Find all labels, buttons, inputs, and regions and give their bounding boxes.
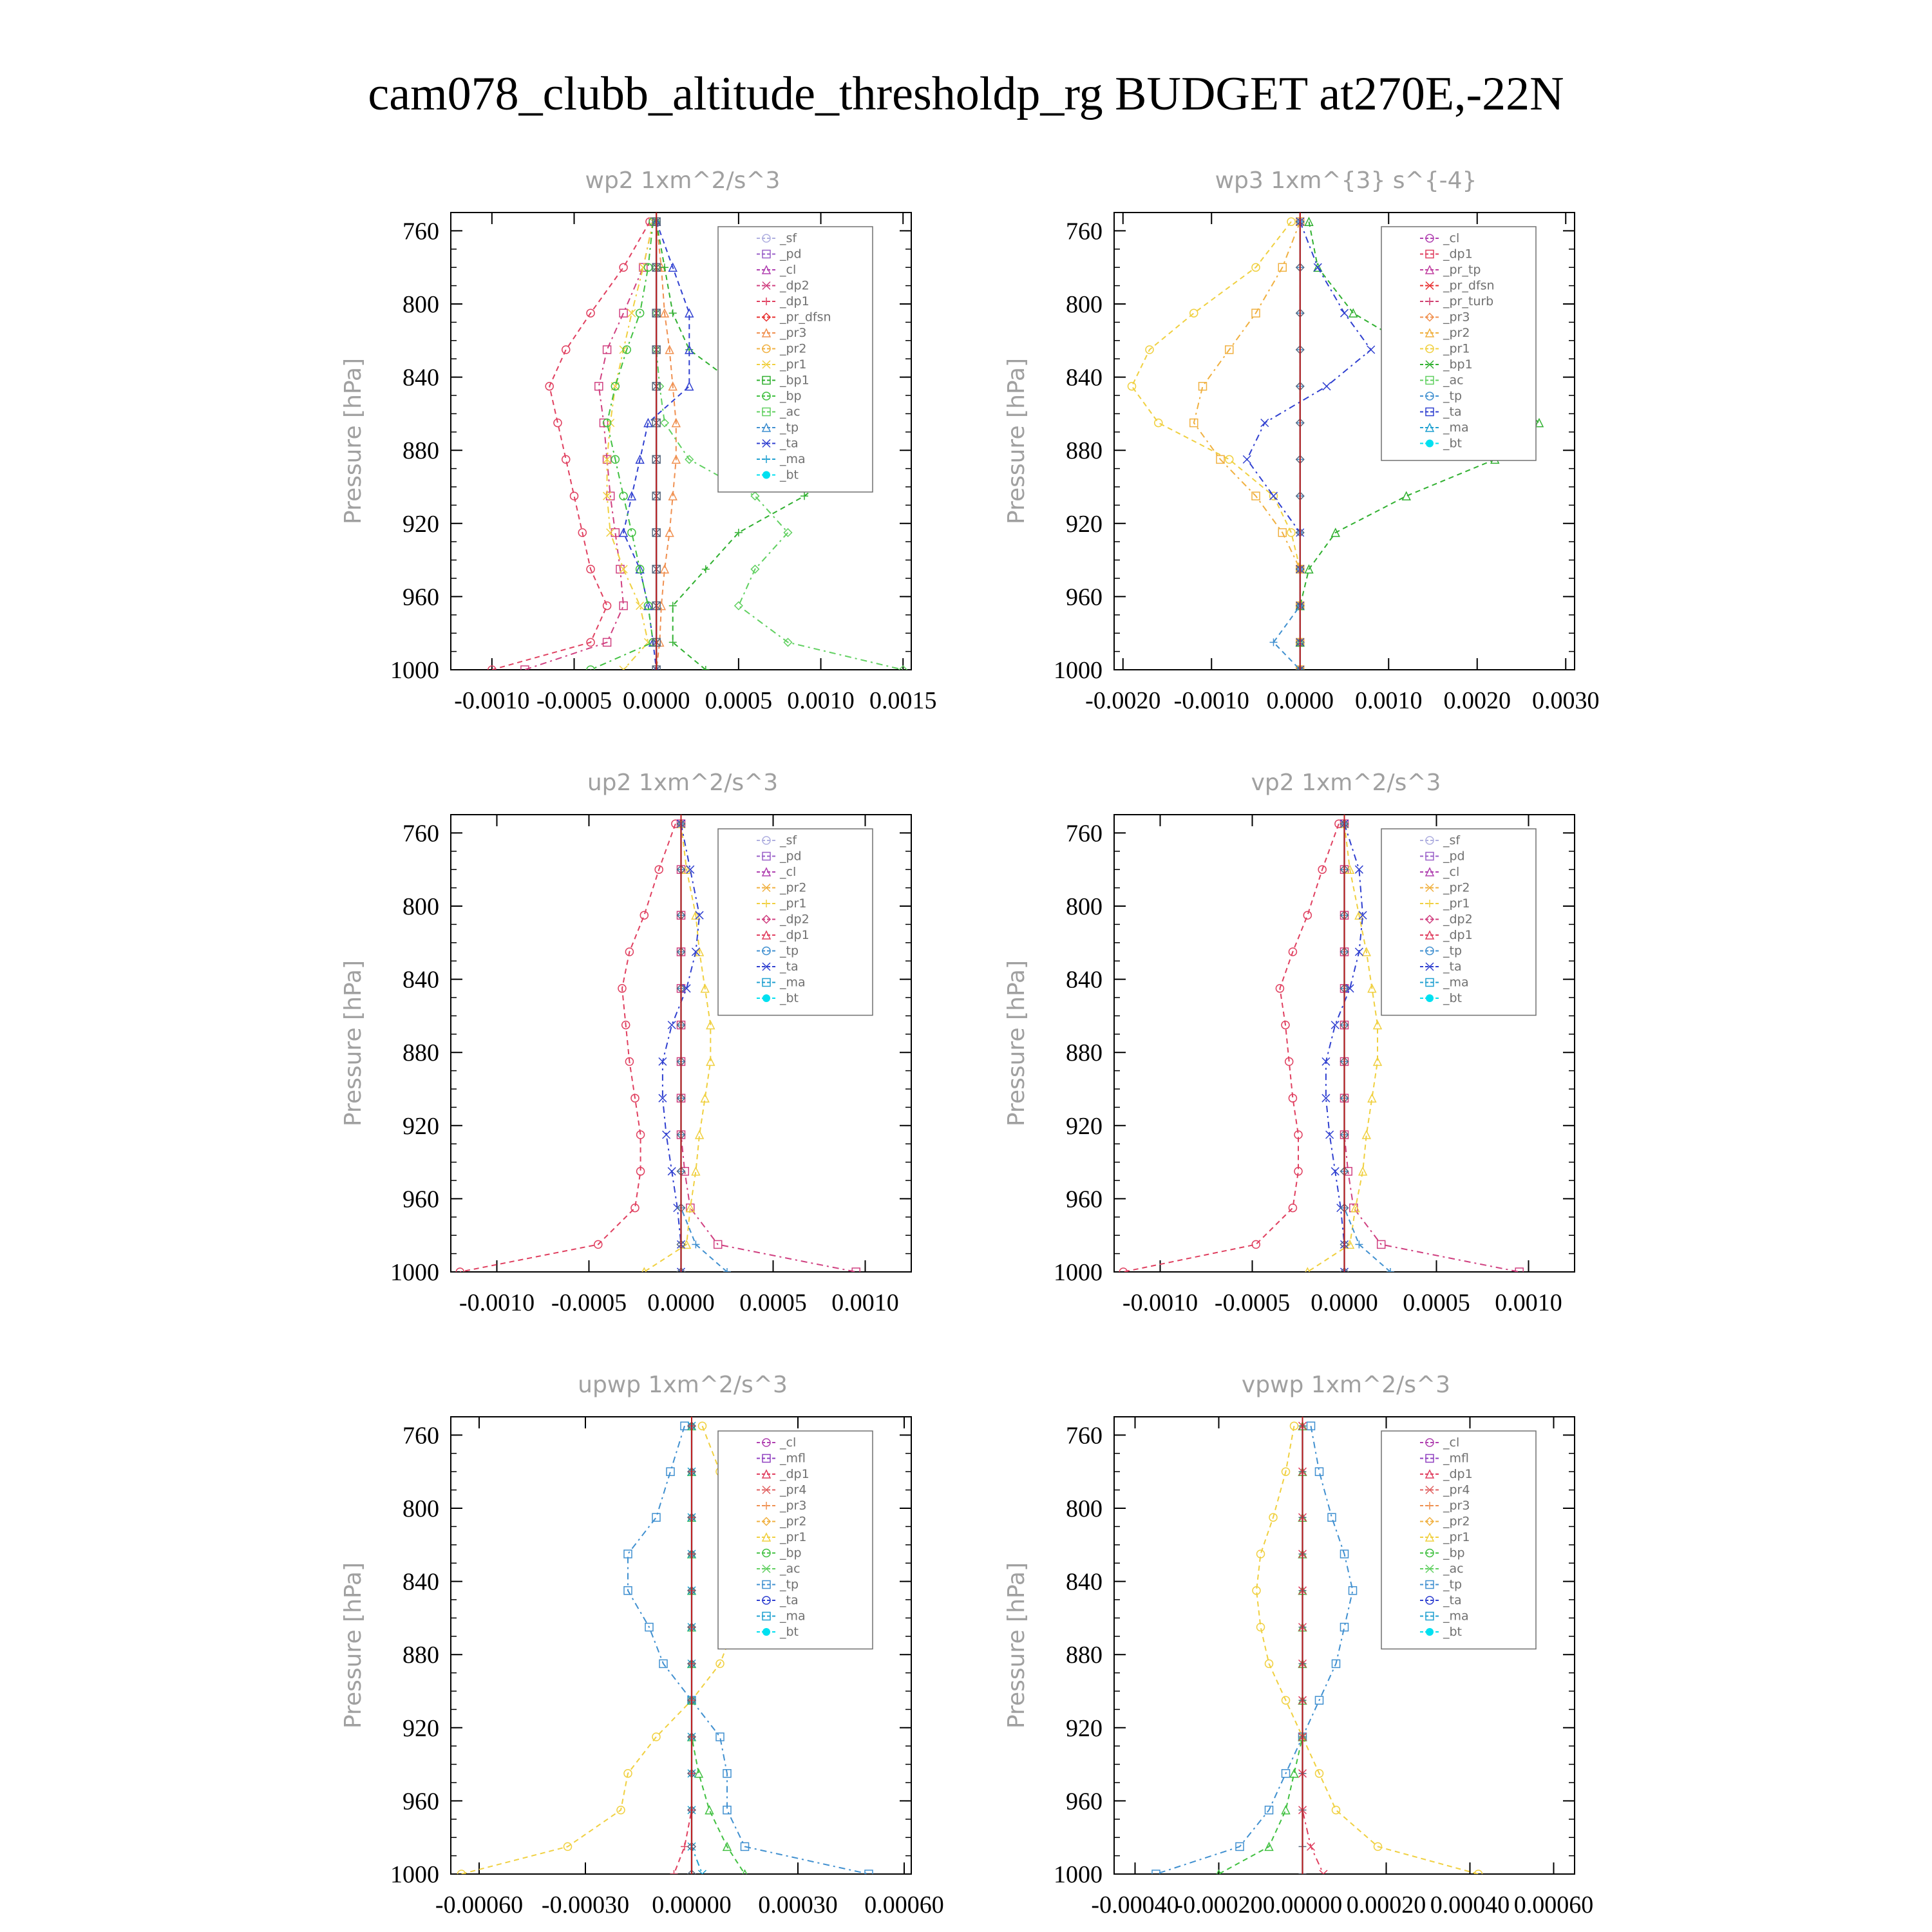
x-tick-label: -0.0005 [1214, 1289, 1291, 1316]
data-point [640, 911, 648, 919]
x-tick-label: -0.0010 [1122, 1289, 1198, 1316]
data-point [670, 1870, 678, 1878]
x-tick-label: 0.00000 [652, 1891, 732, 1918]
legend-label: _pr_dfsn [1443, 278, 1495, 293]
legend-label: _bp [780, 389, 802, 403]
legend-label: _pr3 [1443, 310, 1470, 325]
legend-label: _cl [1443, 865, 1460, 879]
panel-1 [340, 167, 936, 714]
data-point [1243, 455, 1251, 463]
y-tick-label: 800 [1066, 291, 1103, 318]
series-line [1307, 824, 1378, 1272]
legend [718, 227, 873, 492]
series-line [1219, 1426, 1303, 1874]
legend-label: _dp1 [780, 294, 810, 308]
y-tick-label: 960 [1066, 583, 1103, 611]
legend-label: _ta [1443, 404, 1462, 419]
legend-label: _bt [1443, 436, 1463, 451]
y-tick-label: 800 [402, 893, 439, 920]
y-tick-label: 880 [1066, 1039, 1103, 1067]
series_dp1 [488, 218, 654, 674]
legend-label: _bp1 [780, 373, 810, 388]
legend-label: _pr2 [1443, 1514, 1470, 1529]
legend-label: _dp1 [780, 1467, 810, 1481]
legend-label: _dp2 [1443, 912, 1473, 927]
legend-label: _ac [780, 404, 800, 419]
legend-label: _tp [1443, 943, 1463, 958]
legend-label: _pr1 [1443, 896, 1470, 911]
y-tick-label: 840 [402, 364, 439, 392]
legend-label: _dp1 [780, 928, 810, 942]
legend-label: _ma [1443, 1609, 1469, 1624]
x-tick-label: -0.0020 [1085, 687, 1161, 714]
x-tick-label: -0.0010 [1173, 687, 1249, 714]
panel-5 [340, 1372, 944, 1918]
x-tick-label: 0.0000 [622, 687, 690, 714]
y-tick-label: 800 [1066, 893, 1103, 920]
legend-label: _pr4 [1443, 1482, 1470, 1497]
legend-label: _dp2 [780, 912, 810, 927]
legend-label: _bp [1443, 1546, 1465, 1560]
legend-label: _cl [780, 865, 797, 879]
y-tick-label: 880 [1066, 1642, 1103, 1669]
legend-label: _ac [1443, 373, 1464, 388]
y-tick-label: 760 [402, 820, 439, 848]
legend-label: _tp [780, 421, 799, 435]
y-tick-label: 920 [402, 510, 439, 538]
x-tick-label: 0.0000 [647, 1289, 715, 1316]
x-tick-label: 0.0005 [705, 687, 773, 714]
legend-marker [762, 994, 770, 1002]
series_ma [688, 1422, 706, 1878]
series-line [1123, 824, 1339, 1272]
panel-title: up2 1xm^2/s^3 [587, 770, 779, 796]
series_pr1 [458, 1422, 760, 1878]
legend-label: _dp2 [780, 278, 810, 293]
data-point [1367, 346, 1375, 354]
x-tick-label: -0.0005 [536, 687, 612, 714]
data-point [1303, 911, 1311, 919]
data-point [652, 1733, 660, 1741]
data-point [1332, 1806, 1340, 1814]
legend-label: _bt [780, 991, 799, 1005]
legend [718, 829, 873, 1016]
data-point [1128, 383, 1136, 390]
data-point [706, 1806, 714, 1814]
data-point [663, 1131, 670, 1139]
x-tick-label: 0.0030 [1532, 687, 1600, 714]
series-line [492, 222, 650, 670]
legend-label: _ma [1443, 975, 1469, 990]
legend-label: _ma [780, 975, 806, 990]
panel-grid [340, 167, 1600, 1918]
legend-label: _pr1 [1443, 341, 1470, 356]
legend-label: _tp [780, 943, 799, 958]
y-tick-label: 760 [402, 1422, 439, 1450]
y-tick-label: 920 [402, 1714, 439, 1742]
data-point [1341, 309, 1349, 317]
legend-label: _sf [780, 833, 797, 848]
legend-label: _pd [780, 247, 802, 261]
x-tick-label: 0.0010 [1495, 1289, 1562, 1316]
y-axis-label: Pressure [hPa] [340, 357, 366, 525]
legend-label: _pr3 [780, 326, 807, 340]
y-tick-label: 760 [1066, 218, 1103, 245]
legend-label: _cl [1443, 231, 1460, 245]
series_bp [1215, 1422, 1307, 1878]
data-point [1328, 1513, 1336, 1521]
data-point [702, 565, 710, 573]
y-tick-label: 840 [1066, 966, 1103, 994]
x-tick-label: 0.00030 [758, 1891, 838, 1918]
legend-marker [1426, 440, 1434, 448]
legend-label: _tp [1443, 389, 1463, 403]
x-tick-label: 0.0000 [1266, 687, 1334, 714]
series-line [692, 1426, 703, 1874]
y-axis-label: Pressure [hPa] [1003, 1562, 1030, 1729]
legend [1381, 227, 1536, 460]
y-tick-label: 1000 [390, 657, 439, 684]
series-line [1247, 222, 1371, 670]
y-tick-label: 760 [402, 218, 439, 245]
legend-label: _pr4 [780, 1482, 807, 1497]
x-tick-label: -0.00030 [541, 1891, 630, 1918]
y-tick-label: 840 [402, 1568, 439, 1596]
legend-label: _ta [1443, 1593, 1462, 1607]
panel-4 [1003, 770, 1575, 1316]
y-tick-label: 960 [402, 1788, 439, 1815]
series_pr2 [1190, 218, 1304, 674]
data-point [624, 1550, 632, 1558]
y-tick-label: 880 [402, 1642, 439, 1669]
data-point [1252, 1240, 1260, 1248]
y-tick-label: 960 [402, 1186, 439, 1213]
y-tick-label: 880 [402, 437, 439, 465]
series-line [462, 1426, 756, 1874]
y-tick-label: 920 [402, 1112, 439, 1140]
legend-label: _ma [780, 452, 806, 466]
legend-label: _tp [780, 1577, 799, 1592]
series_pr1 [1128, 218, 1304, 674]
legend-label: _bt [1443, 1625, 1463, 1639]
data-point [1289, 1204, 1296, 1212]
legend-label: _pr1 [780, 896, 807, 911]
legend-marker [1426, 1628, 1434, 1636]
legend-label: _pr_tp [1443, 263, 1481, 277]
legend-label: _pr2 [780, 880, 807, 895]
x-tick-label: -0.0005 [551, 1289, 627, 1316]
data-point [620, 309, 627, 317]
x-tick-label: -0.0010 [459, 1289, 535, 1316]
legend-label: _mfl [1443, 1451, 1469, 1466]
legend-label: _pd [780, 849, 802, 864]
series_dp2 [521, 218, 657, 674]
y-axis-label: Pressure [hPa] [340, 960, 366, 1127]
data-point [1314, 263, 1321, 271]
data-point [1190, 309, 1198, 317]
legend-label: _pr1 [780, 357, 807, 372]
y-tick-label: 880 [402, 1039, 439, 1067]
data-point [607, 529, 614, 536]
x-tick-label: 0.00020 [1346, 1891, 1426, 1918]
x-tick-label: 0.0015 [869, 687, 937, 714]
legend-marker [1426, 994, 1434, 1002]
legend-label: _ta [780, 436, 799, 451]
data-point [1155, 419, 1162, 427]
legend-label: _pr_turb [1443, 294, 1494, 308]
y-tick-label: 920 [1066, 510, 1103, 538]
data-point [1270, 492, 1278, 500]
legend-label: _dp1 [1443, 247, 1473, 261]
y-tick-label: 840 [1066, 364, 1103, 392]
y-tick-label: 1000 [390, 1861, 439, 1888]
x-tick-label: -0.00060 [435, 1891, 524, 1918]
legend-label: _ta [780, 1593, 799, 1607]
x-tick-label: -0.00020 [1175, 1891, 1263, 1918]
legend-label: _pr_dfsn [780, 310, 831, 325]
legend-label: _pr2 [1443, 326, 1470, 340]
legend-label: _pr1 [1443, 1530, 1470, 1544]
y-tick-label: 1000 [1054, 1259, 1103, 1286]
panel-title: wp2 1xm^2/s^3 [585, 167, 781, 194]
legend-label: _ac [780, 1562, 800, 1576]
data-point [1261, 419, 1269, 427]
legend-label: _cl [780, 263, 797, 277]
series_dp1 [1119, 820, 1343, 1276]
y-tick-label: 1000 [1054, 1861, 1103, 1888]
legend-label: _pr3 [1443, 1499, 1470, 1513]
y-tick-label: 960 [1066, 1788, 1103, 1815]
x-tick-label: 0.00040 [1430, 1891, 1510, 1918]
data-point [1331, 1021, 1339, 1029]
legend-label: _pr2 [780, 341, 807, 356]
legend-label: _pr2 [1443, 880, 1470, 895]
series_pr1 [1303, 820, 1381, 1276]
series-line [525, 222, 653, 670]
y-tick-label: 800 [402, 1495, 439, 1522]
data-point [603, 602, 611, 610]
legend-label: _ma [780, 1609, 806, 1624]
y-tick-label: 1000 [1054, 657, 1103, 684]
data-point [562, 346, 570, 354]
x-tick-label: 0.0020 [1443, 687, 1511, 714]
series_tp [1152, 1422, 1357, 1878]
panel-6 [1003, 1372, 1593, 1918]
data-point [1322, 1057, 1330, 1065]
legend-label: _mfl [780, 1451, 806, 1466]
legend-label: _sf [1443, 833, 1461, 848]
y-tick-label: 960 [402, 583, 439, 611]
legend-label: _dp1 [1443, 928, 1473, 942]
y-tick-label: 800 [1066, 1495, 1103, 1522]
x-tick-label: 0.0010 [831, 1289, 899, 1316]
legend-label: _ta [1443, 960, 1462, 974]
legend [1381, 1431, 1536, 1649]
y-axis-label: Pressure [hPa] [1003, 357, 1030, 525]
y-axis-label: Pressure [hPa] [340, 1562, 366, 1729]
x-tick-label: 0.00000 [1262, 1891, 1343, 1918]
legend-marker [762, 1628, 770, 1636]
legend-label: _bp1 [1443, 357, 1473, 372]
x-tick-label: 0.0005 [739, 1289, 807, 1316]
y-tick-label: 1000 [390, 1259, 439, 1286]
legend-label: _ac [1443, 1562, 1464, 1576]
panel-title: vp2 1xm^2/s^3 [1251, 770, 1441, 796]
y-tick-label: 760 [1066, 820, 1103, 848]
x-tick-label: 0.00060 [864, 1891, 944, 1918]
legend-label: _sf [780, 231, 797, 245]
legend [1381, 829, 1536, 1016]
figure-title: cam078_clubb_altitude_thresholdp_rg BUDGET at270E,-22N [368, 68, 1564, 120]
y-tick-label: 920 [1066, 1112, 1103, 1140]
legend-label: _ma [1443, 421, 1469, 435]
series-line [1132, 222, 1300, 670]
data-point [735, 602, 743, 610]
series_dp1 [456, 820, 679, 1276]
series_ta [1243, 218, 1375, 674]
legend-label: _pd [1443, 849, 1465, 864]
legend-label: _ta [780, 960, 799, 974]
y-tick-label: 920 [1066, 1714, 1103, 1742]
panel-2 [1003, 167, 1600, 714]
panel-title: vpwp 1xm^2/s^3 [1241, 1372, 1451, 1398]
x-tick-label: 0.00060 [1513, 1891, 1594, 1918]
series-line [1194, 222, 1300, 670]
legend-label: _tp [1443, 1577, 1463, 1592]
legend-label: _bt [1443, 991, 1463, 1005]
legend-marker [762, 471, 770, 479]
y-axis-label: Pressure [hPa] [1003, 960, 1030, 1127]
legend-label: _pr1 [780, 1530, 807, 1544]
x-tick-label: -0.00040 [1091, 1891, 1179, 1918]
legend-label: _cl [1443, 1435, 1460, 1450]
x-tick-label: 0.0005 [1403, 1289, 1470, 1316]
x-tick-label: 0.0000 [1311, 1289, 1378, 1316]
legend-label: _bp [780, 1546, 802, 1560]
data-point [620, 263, 627, 271]
legend-label: _cl [780, 1435, 797, 1450]
data-point [669, 309, 677, 317]
y-tick-label: 840 [1066, 1568, 1103, 1596]
legend-label: _pr3 [780, 1499, 807, 1513]
y-tick-label: 960 [1066, 1186, 1103, 1213]
legend [718, 1431, 873, 1649]
data-point [1355, 948, 1363, 956]
data-point [1226, 455, 1233, 463]
series-line [1156, 1426, 1353, 1874]
legend-label: _bt [780, 1625, 799, 1639]
y-tick-label: 800 [402, 291, 439, 318]
data-point [628, 309, 636, 317]
panel-3 [340, 770, 911, 1316]
x-tick-label: -0.0010 [454, 687, 530, 714]
y-tick-label: 880 [1066, 437, 1103, 465]
y-tick-label: 760 [1066, 1422, 1103, 1450]
x-tick-label: 0.0010 [1355, 687, 1423, 714]
y-tick-label: 840 [402, 966, 439, 994]
series-line [460, 824, 676, 1272]
data-point [1323, 383, 1331, 390]
panel-title: wp3 1xm^{3} s^{-4} [1215, 167, 1477, 194]
legend-label: _bt [780, 468, 799, 482]
data-point [668, 1021, 676, 1029]
data-point [667, 1468, 674, 1475]
legend-label: _dp1 [1443, 1467, 1473, 1481]
x-tick-label: 0.0010 [787, 687, 855, 714]
legend-label: _pr2 [780, 1514, 807, 1529]
data-point [1403, 492, 1410, 500]
panel-title: upwp 1xm^2/s^3 [578, 1372, 788, 1398]
